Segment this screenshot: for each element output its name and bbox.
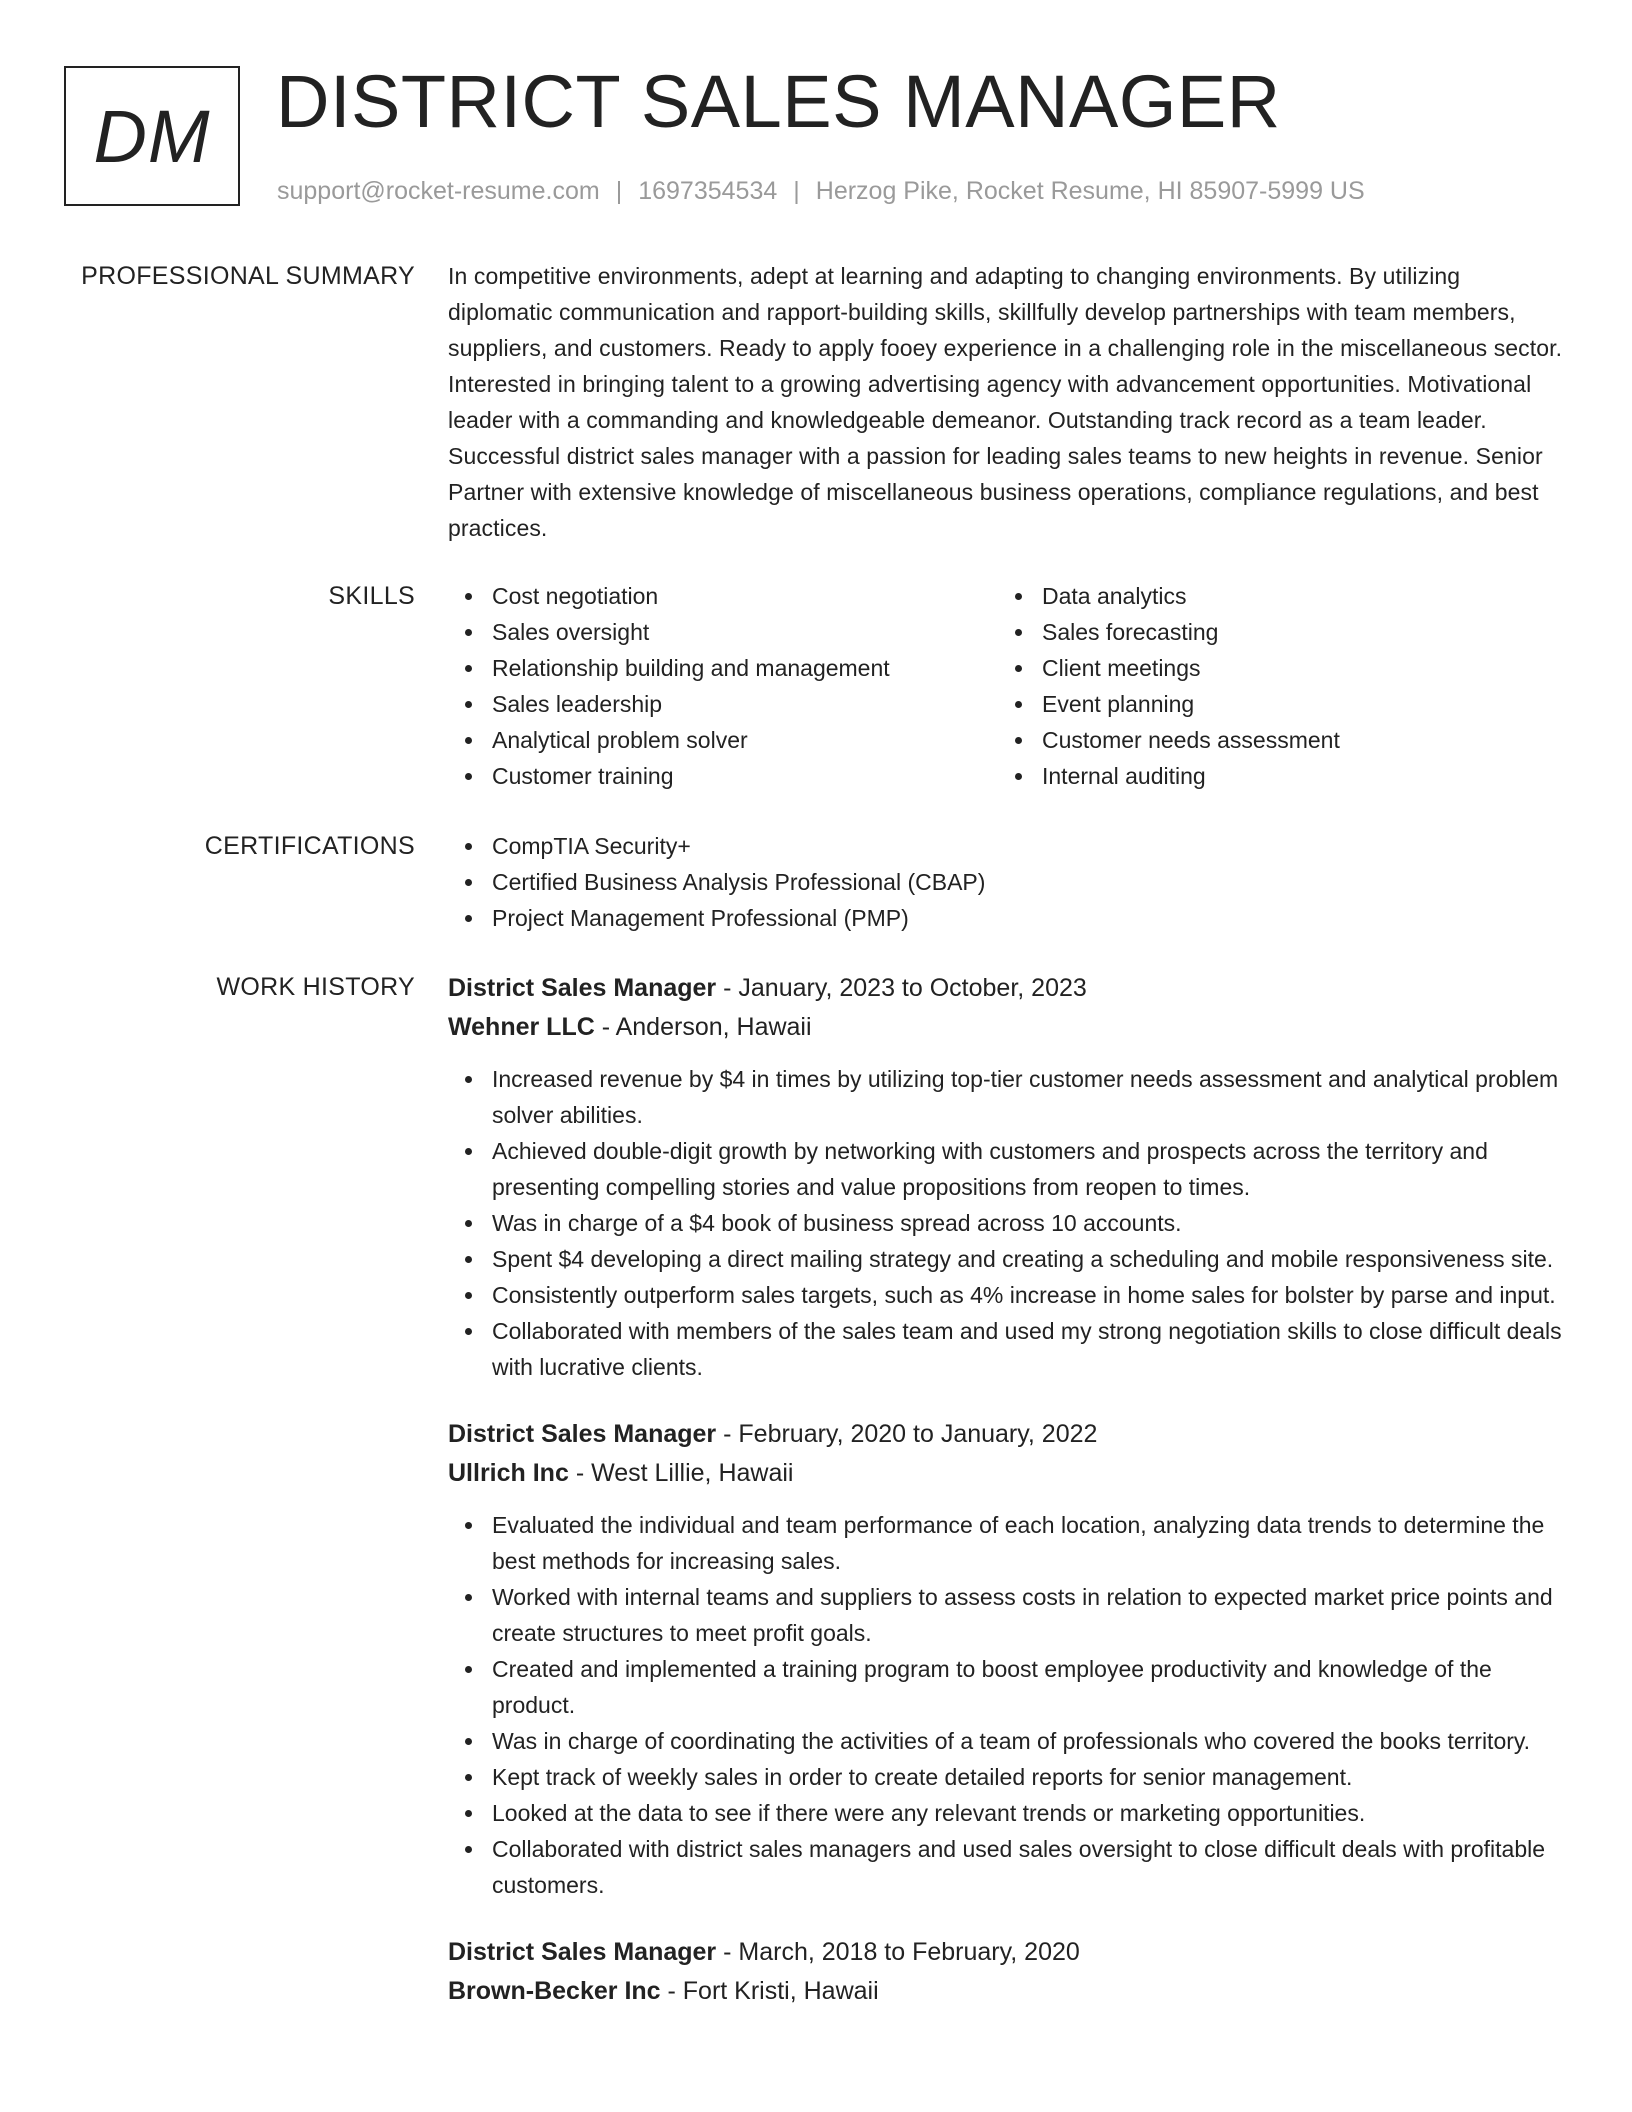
job-company: Brown-Becker Inc [448, 1977, 661, 2005]
contact-address: Herzog Pike, Rocket Resume, HI 85907-5999 US [815, 177, 1365, 205]
job-title: District Sales Manager [448, 1420, 717, 1448]
job-location: - Fort Kristi, Hawaii [660, 1977, 879, 2005]
job-title: District Sales Manager [448, 974, 717, 1002]
job-bullet: Looked at the data to see if there were any relevant trends or marketing opportunities. [448, 1795, 1568, 1831]
skills-list-right [998, 578, 1548, 794]
monogram-logo: DM [64, 66, 240, 206]
job-title-line [448, 1933, 1568, 1972]
job-title-line [448, 969, 1568, 1008]
certification-item: CompTIA Security+ [448, 828, 1568, 864]
job-company-line [448, 1008, 1568, 1047]
contact-separator: | [793, 177, 800, 205]
job-location: - West Lillie, Hawaii [568, 1459, 794, 1487]
skills-heading: SKILLS [328, 582, 415, 610]
skill-item: Customer needs assessment [998, 722, 1548, 758]
certification-item: Project Management Professional (PMP) [448, 900, 1568, 936]
job-dates: - March, 2018 to February, 2020 [716, 1938, 1080, 1966]
job-dates: - February, 2020 to January, 2022 [716, 1420, 1098, 1448]
job-responsibilities [448, 1507, 1568, 1903]
job-company-line [448, 1454, 1568, 1493]
certifications-list [448, 828, 1568, 936]
job-bullet: Spent $4 developing a direct mailing strategy and creating a scheduling and mobile responsiveness site. [448, 1241, 1568, 1277]
job-bullet: Created and implemented a training program to boost employee productivity and knowledge of the product. [448, 1651, 1568, 1723]
job-responsibilities [448, 1061, 1568, 1385]
skill-item: Relationship building and management [448, 650, 998, 686]
job-bullet: Evaluated the individual and team performance of each location, analyzing data trends to determine the best methods for increasing sales. [448, 1507, 1568, 1579]
job-bullet: Worked with internal teams and suppliers to assess costs in relation to expected market price points and create structures to meet profit goals. [448, 1579, 1568, 1651]
skill-item: Data analytics [998, 578, 1548, 614]
skill-item: Client meetings [998, 650, 1548, 686]
job-company: Wehner LLC [448, 1013, 595, 1041]
job-dates: - January, 2023 to October, 2023 [716, 974, 1087, 1002]
job-bullet: Was in charge of a $4 book of business spread across 10 accounts. [448, 1205, 1568, 1241]
contact-email: support@rocket-resume.com [277, 177, 600, 205]
job-bullet: Kept track of weekly sales in order to create detailed reports for senior management. [448, 1759, 1568, 1795]
job-entry [448, 969, 1568, 1385]
skill-item: Sales forecasting [998, 614, 1548, 650]
skill-item: Customer training [448, 758, 998, 794]
work-history-heading: WORK HISTORY [216, 973, 415, 1001]
job-entry [448, 1933, 1568, 2011]
skill-item: Analytical problem solver [448, 722, 998, 758]
job-title-line [448, 1415, 1568, 1454]
contact-phone: 1697354534 [638, 177, 778, 205]
skill-item: Sales oversight [448, 614, 998, 650]
job-bullet: Collaborated with members of the sales team and used my strong negotiation skills to close difficult deals with lucrative clients. [448, 1313, 1568, 1385]
summary-heading: PROFESSIONAL SUMMARY [81, 262, 415, 290]
job-entry [448, 1415, 1568, 1903]
certifications-heading: CERTIFICATIONS [204, 832, 415, 860]
job-title: District Sales Manager [448, 1938, 717, 1966]
summary-text: In competitive environments, adept at learning and adapting to changing environments. By utilizing diplomatic communication and rapport-building skills, skillfully develop partnerships with team members, suppliers, and customers. Ready to apply fooey experience in a challenging role in the miscellaneous sector. Interested in bringing talent to a growing advertising agency with advancement opportunities. Motivational leader with a commanding and knowledgeable demeanor. Outstanding track record as a team leader. Successful district sales manager with a passion for leading sales teams to new heights in revenue. Senior Partner with extensive knowledge of miscellaneous business operations, compliance regulations, and best practices. [448, 263, 1563, 541]
contact-line [277, 175, 1365, 207]
job-company: Ullrich Inc [448, 1459, 569, 1487]
skill-item: Cost negotiation [448, 578, 998, 614]
skills-list-left [448, 578, 998, 794]
certification-item: Certified Business Analysis Professional (CBAP) [448, 864, 1568, 900]
job-bullet: Achieved double-digit growth by networking with customers and prospects across the territory and presenting compelling stories and value propositions from reopen to times. [448, 1133, 1568, 1205]
job-bullet: Collaborated with district sales managers and used sales oversight to close difficult deals with profitable customers. [448, 1831, 1568, 1903]
job-bullet: Increased revenue by $4 in times by utilizing top-tier customer needs assessment and analytical problem solver abilities. [448, 1061, 1568, 1133]
job-bullet: Consistently outperform sales targets, such as 4% increase in home sales for bolster by parse and input. [448, 1277, 1568, 1313]
skill-item: Internal auditing [998, 758, 1548, 794]
skill-item: Sales leadership [448, 686, 998, 722]
contact-separator: | [615, 177, 623, 205]
page-title: DISTRICT SALES MANAGER [276, 60, 1281, 143]
job-bullet: Was in charge of coordinating the activities of a team of professionals who covered the books territory. [448, 1723, 1568, 1759]
skill-item: Event planning [998, 686, 1548, 722]
job-company-line [448, 1972, 1568, 2011]
job-location: - Anderson, Hawaii [594, 1013, 812, 1041]
